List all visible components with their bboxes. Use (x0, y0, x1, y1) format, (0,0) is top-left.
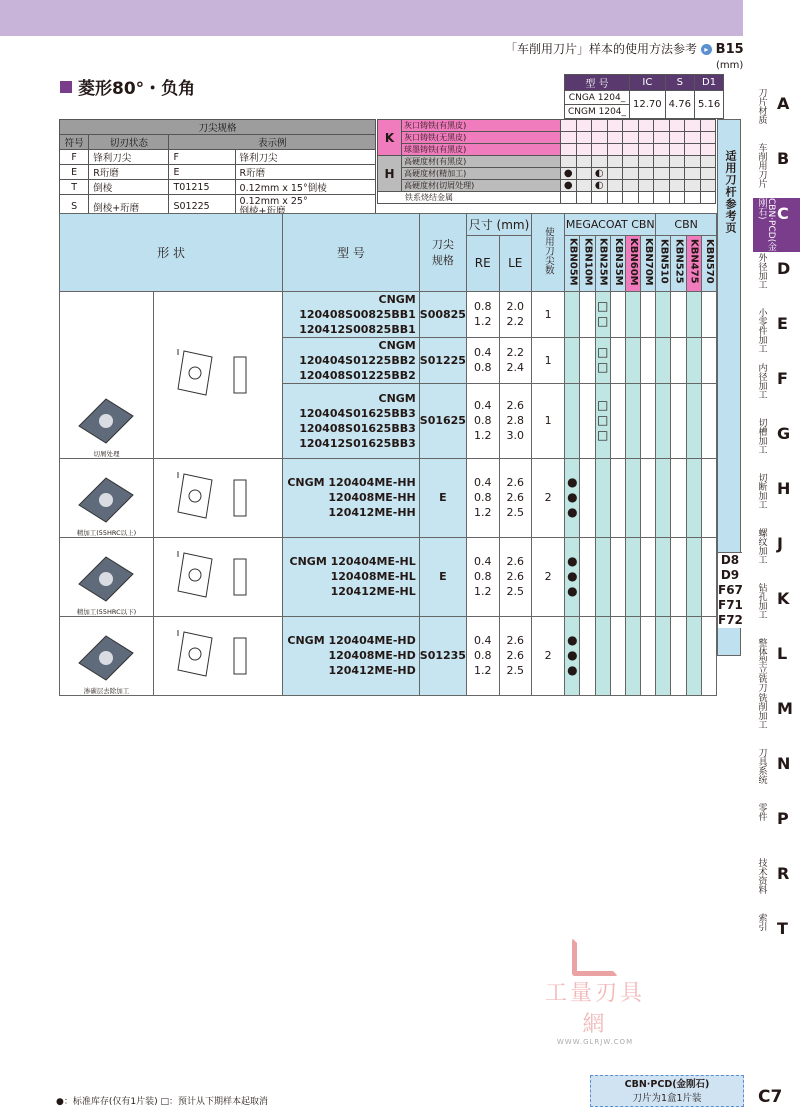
re-value: 1.2 (473, 585, 492, 599)
grade-header: KBN510 (656, 236, 671, 292)
section-tab-t[interactable]: 索引 T (756, 913, 788, 938)
dimension-table: 型 号 IC S D1 CNGA 1204_ 12.70 4.76 5.16 CNGM 1204_ (564, 74, 724, 119)
tip-spec: S01235 (419, 616, 466, 695)
product-row (60, 616, 717, 695)
section-tab-r[interactable]: 技术资料 R (756, 858, 790, 894)
model-code: 120412ME-HH (328, 506, 416, 520)
stock-mark: □ (597, 299, 609, 314)
re-value: 1.2 (473, 664, 492, 678)
insert-image: 切屑处理 (60, 291, 154, 458)
watermark: 工量刃具網 WWW.GLRJW.COM (540, 938, 650, 1046)
stock-mark: ● (567, 584, 578, 599)
page-number: C7 (758, 1087, 783, 1107)
section-tab-p[interactable]: 零件 P (756, 803, 789, 828)
section-tab-a[interactable]: 刀片材质 A (756, 88, 790, 124)
section-tab-m[interactable]: 铣削加工 M (756, 693, 793, 729)
le-value: 2.0 (506, 300, 525, 314)
model-code: 120408ME-HD (328, 649, 416, 663)
section-tab-l[interactable]: 整体型立铣刀 L (756, 638, 788, 692)
stock-mark: ● (567, 569, 578, 584)
model-code: CNGM 120404ME-HD (287, 634, 416, 648)
tip-spec: E (419, 537, 466, 616)
model-code: 120408ME-HL (330, 570, 416, 584)
model-code: 120408S01625BB3 (299, 421, 416, 435)
model-code: CNGM 120404ME-HL (289, 555, 416, 569)
footer-legend: ●：标准库存(仅有1片装) □：预计从下期样本起取消 (56, 1097, 268, 1107)
holder-ref-page: F67 (718, 583, 743, 597)
tip-spec: S01225 (419, 337, 466, 383)
model-code: CNGM 120404S01625BB3 (299, 391, 416, 420)
section-tab-j[interactable]: 螺纹加工 J (756, 528, 783, 564)
holder-ref-page: D9 (720, 568, 740, 582)
holder-ref-page: D8 (720, 553, 740, 567)
stock-mark: □ (597, 428, 609, 443)
section-tab-g[interactable]: 切槽加工 G (756, 418, 791, 454)
usable-edges: 2 (532, 458, 565, 537)
model-code: CNGM 120408S00825BB1 (299, 292, 416, 321)
tip-spec: S00825 (419, 291, 466, 337)
re-value: 0.8 (473, 491, 492, 505)
re-value: 0.8 (473, 414, 492, 428)
le-value: 2.5 (506, 506, 525, 520)
le-value: 2.6 (506, 570, 525, 584)
le-value: 2.6 (506, 476, 525, 490)
product-table: 形 状 型 号 刀尖 规格 尺寸 (mm) 使用刀尖数 MEGACOAT CBN CBN RE LE KBN05M KBN10M KBN25M KBN35M KBN60M KBN70M KBN510 KBN525 KBN475 KBN570 切屑处理 CNGM 120408S00825BB1 120412S00825BB1 S00825 0.8 1.2 2.0 2.2 1 □ □ CNGM 120404S01225BB2 120408S01225BB2 S01225 0.4 0.8 2.2 2.4 1 □ □ CNGM 120404S01625BB3 120408S01625BB3 120412S01625BB3 S01625 0.4 0.8 1.2 2.6 2.8 3.0 1 □ □ □ 精加工(55HRC以上) CNGM 120404ME-HH 120408ME-HH 120412ME-HH E 0.4 0.8 1.2 2.6 2.6 2.5 2 ● ● ● 精加工(55HRC以下) CNGM 120404ME-HL 120408ME-HL 120412ME-HL E 0.4 0.8 1.2 2.6 2.6 2.5 2 ● ● ● 渗碳层去除加工 CNGM 120404ME-HD 120408ME-HD 120412ME-HD S01235 0.4 0.8 1.2 2.6 2.6 2.5 2 ● ● ● (59, 213, 717, 696)
grade-header: KBN570 (701, 236, 716, 292)
stock-mark: ● (567, 490, 578, 505)
stock-mark: ● (567, 505, 578, 520)
section-tab-k[interactable]: 钻孔加工 K (756, 583, 790, 619)
re-value: 0.4 (473, 634, 492, 648)
grade-header: KBN70M (641, 236, 656, 292)
section-tab-e[interactable]: 小零件加工 E (756, 308, 788, 353)
bullet-square-icon (60, 81, 72, 93)
re-value: 1.2 (473, 506, 492, 520)
tip-spec: E (419, 458, 466, 537)
section-tab-b[interactable]: 车削用刀片 B (756, 143, 790, 188)
le-value: 2.6 (506, 399, 525, 413)
section-tab-c[interactable]: CBN·PCD(金刚石) C (753, 198, 800, 252)
model-code: 120408ME-HH (328, 491, 416, 505)
le-value: 2.6 (506, 634, 525, 648)
model-code: 120412ME-HD (328, 664, 416, 678)
usable-edges: 2 (532, 537, 565, 616)
le-value: 2.5 (506, 585, 525, 599)
insert-drawing (153, 537, 282, 616)
insert-image: 渗碳层去除加工 (60, 616, 154, 695)
holder-ref-page: F71 (718, 598, 743, 612)
section-tab-h[interactable]: 切断加工 H (756, 473, 791, 509)
stock-mark: □ (597, 398, 609, 413)
stock-mark: □ (597, 314, 609, 329)
insert-drawing (153, 458, 282, 537)
grade-header: KBN25M (595, 236, 610, 292)
re-value: 0.4 (473, 476, 492, 490)
material-table: K 灰口铸铁(有黑皮) 灰口铸铁(无黑皮) 球墨铸铁(有黑皮) H 高硬度材(有黑皮) 高硬度材(精加工) ● ◐ 高硬度材(切屑处理) ● ◐ 铁系烧结金属 (377, 119, 716, 204)
re-value: 0.8 (473, 570, 492, 584)
model-code: 120412S01625BB3 (299, 436, 416, 450)
arrow-icon: ▸ (701, 44, 712, 55)
grade-header: KBN60M (625, 236, 640, 292)
grade-header: KBN10M (580, 236, 595, 292)
le-value: 2.6 (506, 649, 525, 663)
model-code: CNGM 120404S01225BB2 (299, 338, 416, 367)
usable-edges: 1 (532, 337, 565, 383)
le-value: 2.4 (506, 361, 525, 375)
grade-header: KBN525 (671, 236, 686, 292)
stock-mark: □ (597, 360, 609, 375)
model-code: 120412S00825BB1 (299, 322, 416, 336)
model-code: 120412ME-HL (330, 585, 416, 599)
tip-spec-table: 刀尖规格 符号 切刃状态 表示例 F 锋利刀尖 F 锋利刀尖 E R珩磨 E R珩磨 T 倒棱 T01215 0.12mm x 15°倒棱 S 倒棱+珩磨 S01225 0.12mm x 25° 倒棱+珩磨 (59, 119, 376, 219)
tip-spec: S01625 (419, 383, 466, 458)
usable-edges: 2 (532, 616, 565, 695)
unit-label: (mm) (716, 60, 744, 71)
usable-edges: 1 (532, 383, 565, 458)
re-value: 0.8 (473, 300, 492, 314)
re-value: 1.2 (473, 429, 492, 443)
re-value: 0.4 (473, 555, 492, 569)
stock-mark: ● (567, 633, 578, 648)
le-value: 2.6 (506, 491, 525, 505)
section-tab-n[interactable]: 刀具系统 N (756, 748, 791, 784)
stock-mark: ● (567, 475, 578, 490)
product-row (60, 291, 717, 337)
watermark-logo (572, 938, 618, 976)
re-value: 0.4 (473, 346, 492, 360)
product-row (60, 537, 717, 616)
holder-reference-column: 适用刀杆参考页 D8 D9 F67 F71 F72 (717, 119, 741, 656)
stock-mark: ● (567, 554, 578, 569)
grade-header: KBN35M (610, 236, 625, 292)
stock-mark: ● (567, 648, 578, 663)
insert-drawing (153, 291, 282, 458)
page-title: 菱形80°・负角 (60, 74, 195, 99)
stock-mark: □ (597, 413, 609, 428)
page-reference: 「车削用刀片」样本的使用方法参考 ▸ B15 (505, 42, 744, 57)
usable-edges: 1 (532, 291, 565, 337)
model-code: 120408S01225BB2 (299, 368, 416, 382)
re-value: 0.4 (473, 399, 492, 413)
section-tab-d[interactable]: 外径加工 D (756, 253, 791, 289)
le-value: 3.0 (506, 429, 525, 443)
grade-header: KBN05M (565, 236, 580, 292)
grade-header: KBN475 (686, 236, 701, 292)
insert-drawing (153, 616, 282, 695)
le-value: 2.2 (506, 346, 525, 360)
package-note: CBN·PCD(金刚石) 刀片为1盒1片装 (590, 1075, 744, 1107)
insert-image: 精加工(55HRC以下) (60, 537, 154, 616)
re-value: 0.8 (473, 649, 492, 663)
le-value: 2.2 (506, 315, 525, 329)
stock-mark: ● (567, 663, 578, 678)
stock-mark: □ (597, 345, 609, 360)
re-value: 1.2 (473, 315, 492, 329)
product-row (60, 458, 717, 537)
le-value: 2.6 (506, 555, 525, 569)
holder-ref-page: F72 (718, 613, 743, 627)
model-code: CNGM 120404ME-HH (287, 476, 416, 490)
re-value: 0.8 (473, 361, 492, 375)
le-value: 2.5 (506, 664, 525, 678)
section-tab-f[interactable]: 内径加工 F (756, 363, 788, 399)
insert-image: 精加工(55HRC以上) (60, 458, 154, 537)
le-value: 2.8 (506, 414, 525, 428)
top-banner (0, 0, 743, 36)
